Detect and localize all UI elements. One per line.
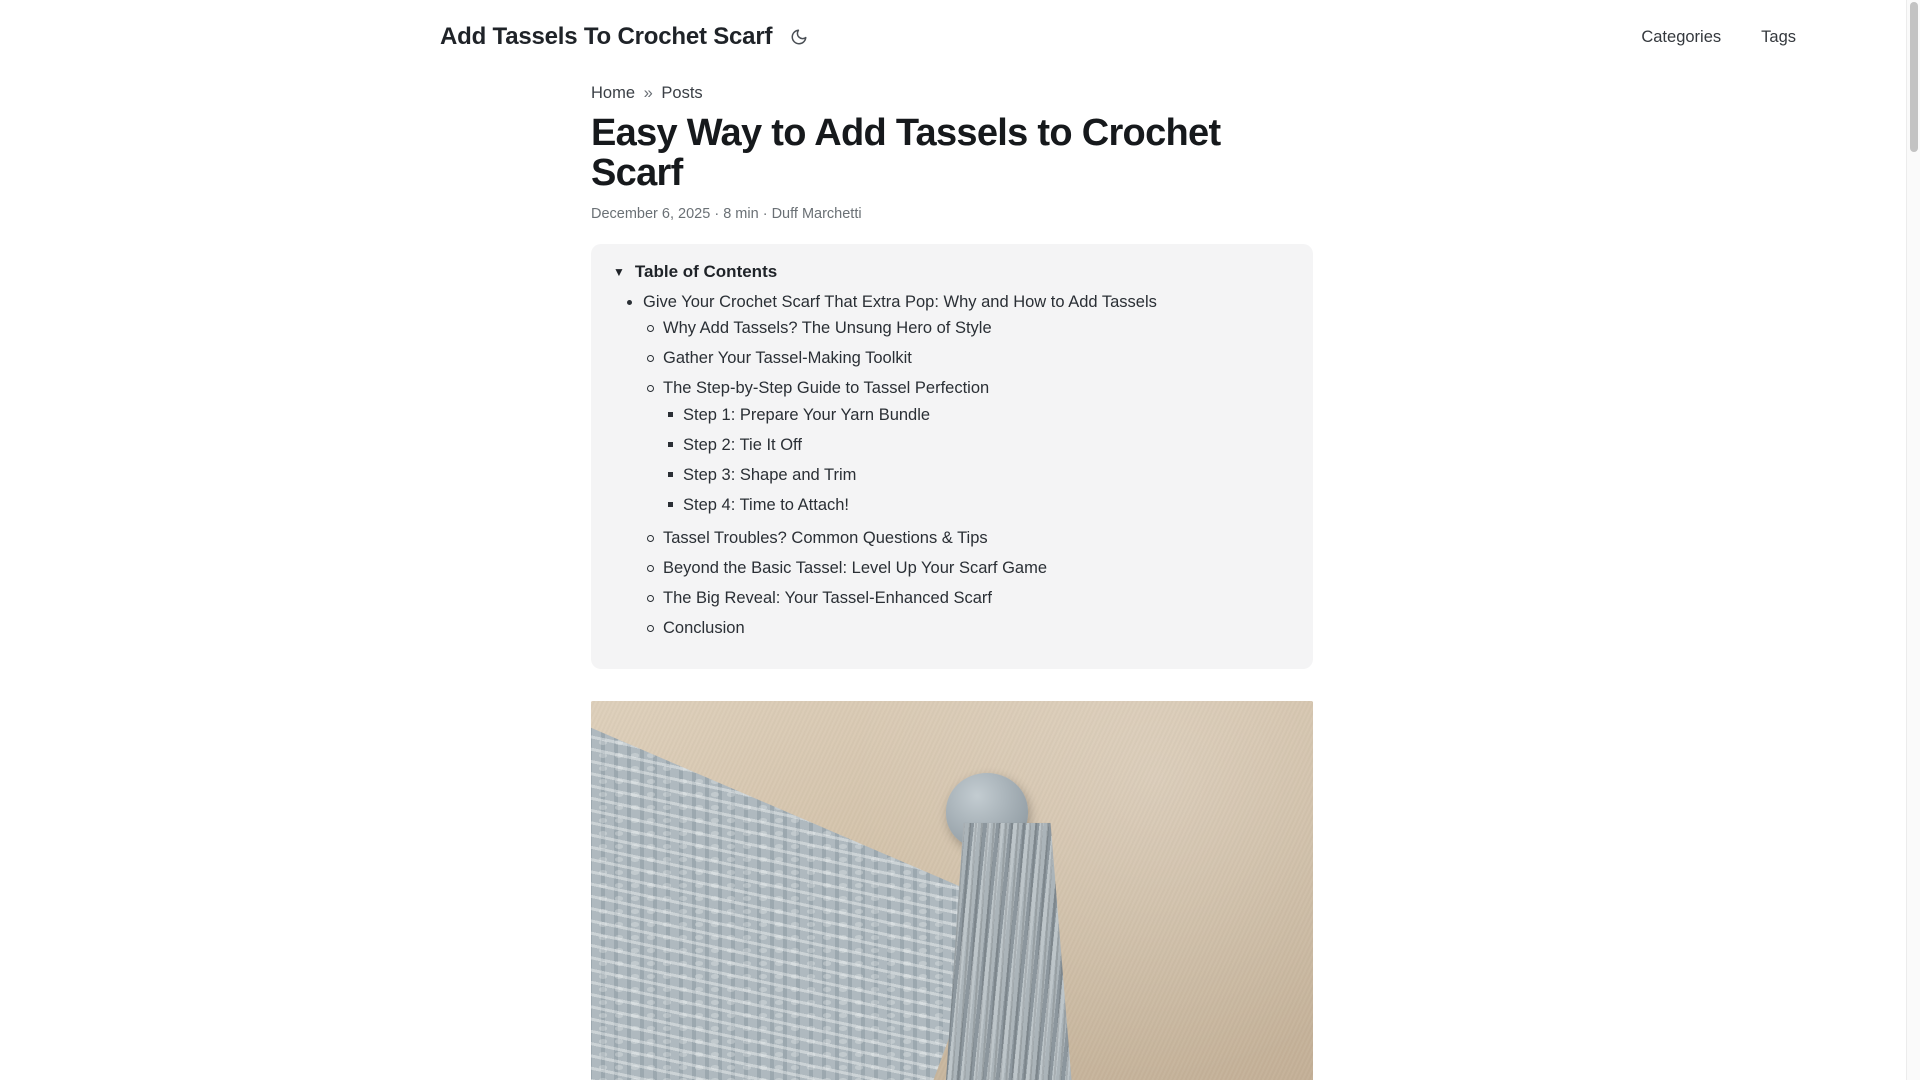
photo-background (591, 701, 1313, 1080)
toc-link[interactable]: Beyond the Basic Tassel: Level Up Your Scarf Game (663, 558, 1047, 577)
toc-item (683, 491, 1291, 521)
post-meta (591, 206, 1313, 222)
toc-list-level-3 (663, 401, 1291, 521)
toc-link[interactable]: Give Your Crochet Scarf That Extra Pop: Why and How to Add Tassels (643, 292, 1157, 311)
toc-item (663, 614, 1291, 644)
toc-item (663, 554, 1291, 584)
post-read-time: 8 min (723, 205, 759, 222)
toc-item (663, 524, 1291, 554)
toc-item (683, 401, 1291, 431)
featured-image (591, 701, 1313, 1080)
toc-toggle[interactable] (613, 262, 1291, 282)
toc-item (663, 344, 1291, 374)
toc-item (663, 584, 1291, 614)
toc-link[interactable]: The Step-by-Step Guide to Tassel Perfection (663, 379, 990, 398)
toc-link[interactable]: Step 4: Time to Attach! (683, 495, 850, 514)
toc-list-level-1 (613, 288, 1291, 647)
toc-link[interactable]: The Big Reveal: Your Tassel-Enhanced Scarf (663, 588, 992, 607)
toc-list-level-2 (643, 314, 1291, 643)
nav-item-categories[interactable]: Categories (1641, 27, 1722, 46)
toc-link[interactable]: Step 2: Tie It Off (683, 436, 802, 455)
table-of-contents (591, 244, 1313, 669)
breadcrumb-home[interactable]: Home (591, 84, 636, 102)
meta-separator-1: · (714, 205, 720, 222)
scrollbar-thumb[interactable] (1910, 2, 1918, 152)
brand-area (440, 23, 810, 51)
post-content (591, 60, 1313, 1080)
caret-down-icon[interactable]: ▼ (613, 264, 625, 279)
site-title[interactable]: Add Tassels To Crochet Scarf (440, 23, 773, 50)
toc-link[interactable]: Gather Your Tassel-Making Toolkit (663, 349, 912, 368)
toc-item (683, 461, 1291, 491)
breadcrumb (591, 84, 1313, 103)
toc-link[interactable]: Why Add Tassels? The Unsung Hero of Style (663, 319, 992, 338)
page-scrollbar[interactable] (1906, 0, 1920, 1080)
breadcrumb-separator: » (643, 84, 653, 102)
toc-item (663, 314, 1291, 344)
toc-link[interactable]: Conclusion (663, 618, 745, 637)
toc-link[interactable]: Step 3: Shape and Trim (683, 466, 857, 485)
toc-item (643, 288, 1291, 647)
moon-icon[interactable] (788, 26, 810, 48)
toc-title: Table of Contents (634, 261, 778, 281)
post-author: Duff Marchetti (771, 205, 862, 222)
toc-link[interactable]: Step 1: Prepare Your Yarn Bundle (683, 406, 931, 425)
toc-link[interactable]: Tassel Troubles? Common Questions & Tips (663, 528, 988, 547)
page-title: Easy Way to Add Tassels to Crochet Scarf (591, 112, 1221, 195)
toc-item (663, 374, 1291, 524)
site-header (0, 0, 1920, 60)
main-nav (1641, 28, 1796, 47)
nav-item-tags[interactable]: Tags (1761, 27, 1796, 46)
post-date: December 6, 2025 (591, 205, 711, 222)
meta-separator-2: · (762, 205, 768, 222)
breadcrumb-posts[interactable]: Posts (661, 84, 703, 102)
toc-item (683, 431, 1291, 461)
